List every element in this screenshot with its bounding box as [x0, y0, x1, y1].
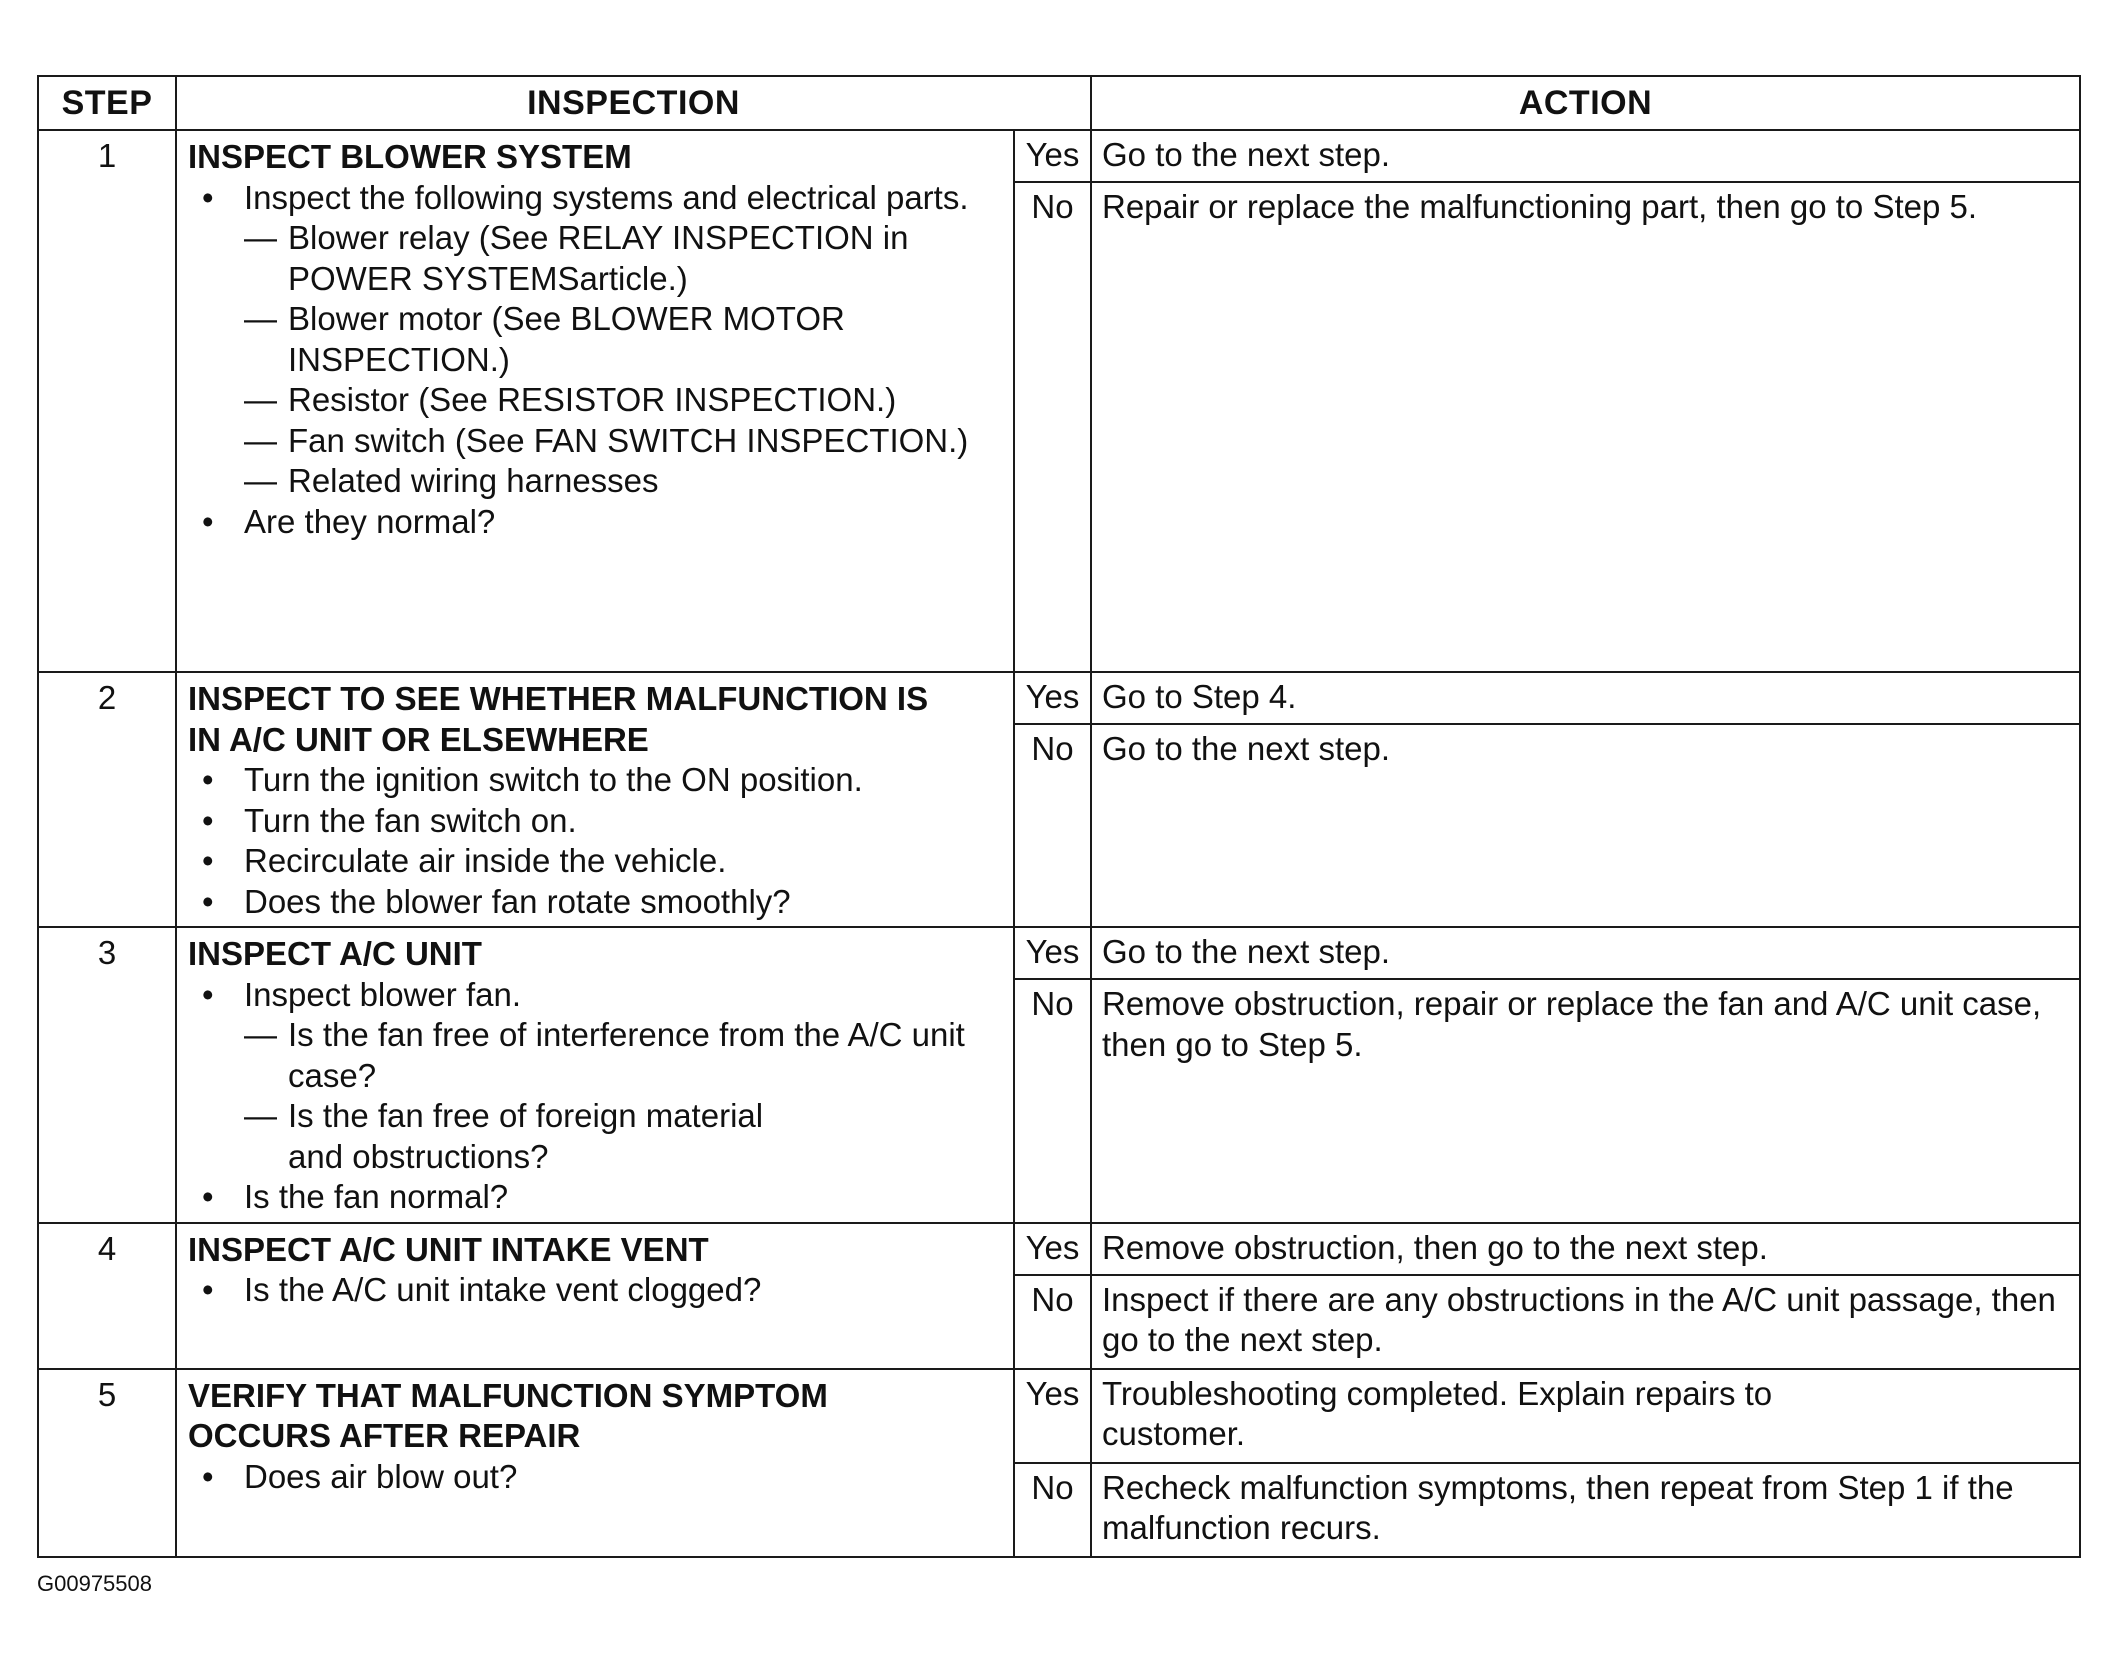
figure-id: G00975508	[37, 1571, 152, 1596]
step-title: INSPECT A/C UNIT	[188, 935, 482, 972]
step-2-inspection	[176, 672, 1014, 927]
header-step: STEP	[38, 76, 176, 130]
sub-item: — Fan switch (See FAN SWITCH INSPECTION.)	[244, 421, 1007, 462]
yes-label: Yes	[1014, 1223, 1091, 1275]
header-row	[38, 76, 2080, 130]
yes-label: Yes	[1014, 130, 1091, 182]
step-2-row-yes	[38, 672, 2080, 724]
step-title: INSPECT TO SEE WHETHER MALFUNCTION IS IN A/C UNIT OR ELSEWHERE	[188, 680, 929, 758]
step-4-row-yes	[38, 1223, 2080, 1275]
bullet-item: • Turn the ignition switch to the ON position.	[188, 760, 1007, 801]
no-label: No	[1014, 979, 1091, 1222]
step-number: 4	[38, 1223, 176, 1369]
bullet-item: • Does the blower fan rotate smoothly?	[188, 882, 1007, 923]
yes-label: Yes	[1014, 672, 1091, 724]
step-1-row-yes	[38, 130, 2080, 182]
no-label: No	[1014, 724, 1091, 927]
no-label: No	[1014, 1463, 1091, 1557]
no-action: Repair or replace the malfunctioning part, then go to Step 5.	[1091, 182, 2080, 672]
bullet-item: • Is the A/C unit intake vent clogged?	[188, 1270, 1007, 1311]
step-3-inspection	[176, 927, 1014, 1223]
troubleshooting-table	[37, 75, 2081, 1558]
bullet-item: • Are they normal?	[188, 502, 1007, 543]
no-label: No	[1014, 182, 1091, 672]
step-title: INSPECT BLOWER SYSTEM	[188, 138, 632, 175]
header-inspection: INSPECTION	[176, 76, 1091, 130]
step-4-inspection	[176, 1223, 1014, 1369]
step-number: 2	[38, 672, 176, 927]
step-title: VERIFY THAT MALFUNCTION SYMPTOM OCCURS AFTER REPAIR	[188, 1376, 828, 1454]
yes-label: Yes	[1014, 1369, 1091, 1463]
yes-label: Yes	[1014, 927, 1091, 979]
sub-item: — Blower relay (See RELAY INSPECTION in POWER SYSTEMSarticle.)	[244, 218, 1007, 299]
no-action: Go to the next step.	[1091, 724, 2080, 927]
step-1-inspection	[176, 130, 1014, 672]
yes-action: Troubleshooting completed. Explain repairs to customer.	[1091, 1369, 2080, 1463]
sub-item: — Resistor (See RESISTOR INSPECTION.)	[244, 380, 1007, 421]
step-5-row-yes	[38, 1369, 2080, 1463]
no-action: Remove obstruction, repair or replace the fan and A/C unit case, then go to Step 5.	[1091, 979, 2080, 1222]
sub-item: — Related wiring harnesses	[244, 461, 1007, 502]
yes-action: Go to the next step.	[1091, 927, 2080, 979]
sub-item: — Is the fan free of foreign material and obstructions?	[244, 1096, 977, 1177]
yes-action: Remove obstruction, then go to the next step.	[1091, 1223, 2080, 1275]
sub-item: — Blower motor (See BLOWER MOTOR INSPECTION.)	[244, 299, 1007, 380]
header-action: ACTION	[1091, 76, 2080, 130]
step-5-inspection	[176, 1369, 1014, 1557]
yes-action: Go to Step 4.	[1091, 672, 2080, 724]
bullet-item: • Recirculate air inside the vehicle.	[188, 841, 1007, 882]
no-action: Inspect if there are any obstructions in the A/C unit passage, then go to the next step.	[1091, 1275, 2080, 1369]
sub-item: — Is the fan free of interference from the A/C unit case?	[244, 1015, 977, 1096]
bullet-item: • Inspect the following systems and electrical parts. — Blower relay (See RELAY INSPECTION in POWER SYSTEMSarticle.) — Blower motor (See BLOWER MOTOR INSPECTION.) — Resistor (See RESISTOR INSPECTION.) — Fan switch (See FAN SWITCH INSPECTION.) — Related wiring harnesses	[188, 178, 1007, 502]
bullet-item: • Is the fan normal?	[188, 1177, 1007, 1218]
no-action: Recheck malfunction symptoms, then repeat from Step 1 if the malfunction recurs.	[1091, 1463, 2080, 1557]
yes-action: Go to the next step.	[1091, 130, 2080, 182]
step-number: 3	[38, 927, 176, 1223]
no-label: No	[1014, 1275, 1091, 1369]
step-number: 5	[38, 1369, 176, 1557]
bullet-item: • Turn the fan switch on.	[188, 801, 1007, 842]
step-title: INSPECT A/C UNIT INTAKE VENT	[188, 1230, 709, 1268]
step-number: 1	[38, 130, 176, 672]
step-3-row-yes	[38, 927, 2080, 979]
bullet-item: • Inspect blower fan. — Is the fan free of interference from the A/C unit case? — Is the fan free of foreign material and obstructions?	[188, 975, 1007, 1178]
bullet-item: • Does air blow out?	[188, 1457, 1007, 1498]
